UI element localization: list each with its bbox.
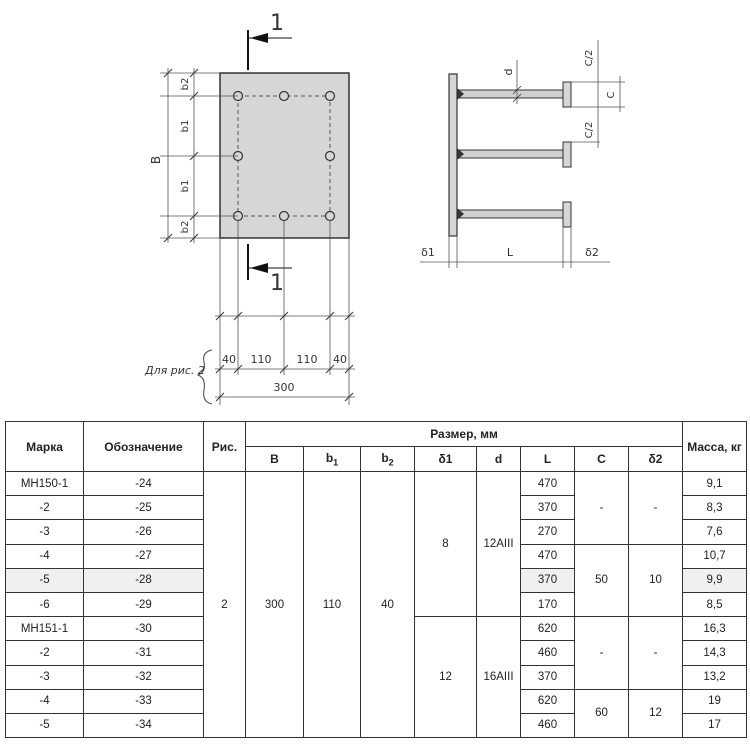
cell-L: 470 — [521, 472, 575, 496]
cell-mass: 17 — [683, 713, 747, 737]
cell-mass: 8,3 — [683, 496, 747, 520]
header-L: L — [521, 447, 575, 472]
cell-mark: -6 — [6, 592, 84, 616]
cell-mass: 10,7 — [683, 544, 747, 568]
cell-designation: -33 — [84, 689, 204, 713]
cell-delta1-group1: 8 — [415, 472, 477, 617]
dim-bottom-40-left: 40 — [222, 353, 236, 366]
header-b2: $b_2$ — [361, 447, 415, 472]
cell-delta2-group2: 12 — [629, 689, 683, 737]
header-mark: Марка — [6, 422, 84, 472]
cell-C-dash-group2: - — [575, 617, 629, 690]
cell-mark: МН150-1 — [6, 472, 84, 496]
section-mark-top — [248, 30, 292, 70]
cell-mark: МН151-1 — [6, 617, 84, 641]
cell-mass: 13,2 — [683, 665, 747, 689]
header-mass: Масса, кг — [683, 422, 747, 472]
cell-delta1-group2: 12 — [415, 617, 477, 738]
dim-label-L: L — [506, 246, 514, 259]
cell-mark: -4 — [6, 689, 84, 713]
cell-designation: -27 — [84, 544, 204, 568]
figure-note-brace — [198, 350, 212, 404]
dim-bottom-110-right: 110 — [296, 353, 318, 366]
cell-C-group1: 50 — [575, 544, 629, 617]
header-B: B — [246, 447, 304, 472]
cell-designation: -30 — [84, 617, 204, 641]
cell-mass: 19 — [683, 689, 747, 713]
dim-label-b1-upper: b1 — [180, 119, 191, 133]
cell-mass: 16,3 — [683, 617, 747, 641]
cell-L: 170 — [521, 592, 575, 616]
header-delta1: δ1 — [415, 447, 477, 472]
cell-delta2-dash-group2: - — [629, 617, 683, 690]
cell-designation: -28 — [84, 568, 204, 592]
cell-mark: -5 — [6, 568, 84, 592]
header-size-group: Размер, мм — [246, 422, 683, 447]
dim-bottom-110-left: 110 — [250, 353, 272, 366]
cell-mark: -2 — [6, 496, 84, 520]
header-delta2: δ2 — [629, 447, 683, 472]
cell-L: 370 — [521, 496, 575, 520]
anchor-rods — [457, 82, 571, 227]
cell-L: 370 — [521, 568, 575, 592]
cell-L: 270 — [521, 520, 575, 544]
dim-label-C: C — [606, 91, 617, 99]
cell-designation: -25 — [84, 496, 204, 520]
cell-b2: 40 — [361, 472, 415, 738]
section-number-bottom: 1 — [270, 271, 284, 296]
section-number-top: 1 — [270, 11, 284, 36]
cell-designation: -32 — [84, 665, 204, 689]
cell-mass: 9,9 — [683, 568, 747, 592]
dim-bottom-40-right: 40 — [333, 353, 347, 366]
cell-mark: -4 — [6, 544, 84, 568]
cell-designation: -24 — [84, 472, 204, 496]
specification-table — [5, 421, 747, 738]
header-designation: Обозначение — [84, 422, 204, 472]
table-row — [6, 472, 747, 496]
dim-bottom-total: 300 — [273, 381, 295, 394]
cell-fig: 2 — [204, 472, 246, 738]
cell-L: 460 — [521, 713, 575, 737]
cell-L: 460 — [521, 641, 575, 665]
cell-mass: 14,3 — [683, 641, 747, 665]
cell-L: 620 — [521, 689, 575, 713]
dim-label-B: B — [149, 155, 163, 165]
dim-label-C-half-bottom: C/2 — [584, 121, 595, 139]
cell-designation: -26 — [84, 520, 204, 544]
cell-mass: 9,1 — [683, 472, 747, 496]
header-C: C — [575, 447, 629, 472]
cell-C-group2: 60 — [575, 689, 629, 737]
cell-delta2-dash-group1: - — [629, 472, 683, 545]
dim-label-d: d — [502, 68, 515, 76]
figure-note: Для рис. 2 — [145, 364, 205, 377]
header-b1: $b_1$ — [304, 447, 361, 472]
cell-mark: -5 — [6, 713, 84, 737]
cell-L: 370 — [521, 665, 575, 689]
cell-mark: -3 — [6, 520, 84, 544]
header-d: d — [477, 447, 521, 472]
cell-mass: 8,5 — [683, 592, 747, 616]
cell-L: 620 — [521, 617, 575, 641]
cell-b1: 110 — [304, 472, 361, 738]
dim-label-b1-lower: b1 — [180, 179, 191, 193]
cell-designation: -34 — [84, 713, 204, 737]
header-fig: Рис. — [204, 422, 246, 472]
dim-label-b2-top: b2 — [180, 77, 191, 91]
dim-label-delta1: δ1 — [421, 246, 435, 259]
cell-d-group2: 16AIII — [477, 617, 521, 738]
plate-side-view — [449, 74, 457, 236]
dim-label-b2-bottom: b2 — [180, 220, 191, 234]
dim-label-delta2: δ2 — [585, 246, 599, 259]
cell-designation: -31 — [84, 641, 204, 665]
cell-B: 300 — [246, 472, 304, 738]
cell-C-dash-group1: - — [575, 472, 629, 545]
cell-mass: 7,6 — [683, 520, 747, 544]
cell-designation: -29 — [84, 592, 204, 616]
cell-mark: -3 — [6, 665, 84, 689]
cell-delta2-group1: 10 — [629, 544, 683, 617]
cell-mark: -2 — [6, 641, 84, 665]
dim-label-C-half-top: C/2 — [584, 49, 595, 67]
cell-L: 470 — [521, 544, 575, 568]
cell-d-group1: 12AIII — [477, 472, 521, 617]
